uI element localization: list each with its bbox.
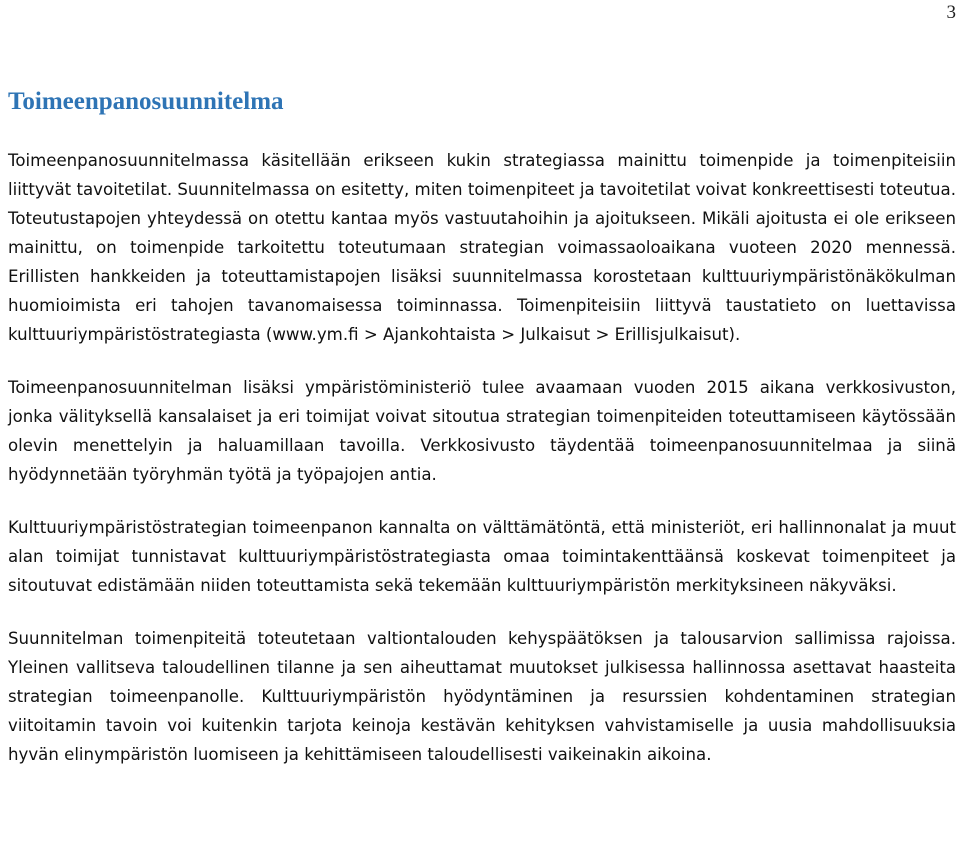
paragraph-4: Suunnitelman toimenpiteitä toteutetaan valtiontalouden kehyspäätöksen ja talousarvion sallimissa rajoissa. Yleinen vallitseva taloudellinen tilanne ja sen aiheuttamat muutokset julkisessa hallinnossa asettavat haasteita strategian toimeenpanolle. Kulttuuriympäristön hyödyntäminen ja resurssien kohdentaminen strategian viitoitamin tavoin voi kuitenkin tarjota keinoja kestävän kehityksen vahvistamiselle ja uusia mahdollisuuksia hyvän elinympäristön luomiseen ja kehittämiseen taloudellisesti vaikeinakin aikoina.: [8, 629, 956, 764]
page-number: 3: [946, 2, 956, 23]
paragraph-2: Toimeenpanosuunnitelman lisäksi ympäristöministeriö tulee avaamaan vuoden 2015 aikana verkkosivuston, jonka välityksellä kansalaiset ja eri toimijat voivat sitoutua strategian toimenpiteiden toteuttamiseen käytössään olevin menettelyin ja haluamillaan tavoilla. Verkkosivusto täydentää toimeenpanosuunnitelmaa ja siinä hyödynnetään työryhmän työtä ja työpajojen antia.: [8, 378, 956, 484]
page-title: Toimeenpanosuunnitelma: [8, 88, 284, 115]
paragraph-3: Kulttuuriympäristöstrategian toimeenpanon kannalta on välttämätöntä, että ministeriöt, eri hallinnonalat ja muut alan toimijat tunnistavat kulttuuriympäristöstrategiasta omaa toimintakenttäänsä koskevat toimenpiteet ja sitoutuvat edistämään niiden toteuttamista sekä tekemään kulttuuriympäristön merkityksineen näkyväksi.: [8, 518, 956, 595]
paragraph-1: Toimeenpanosuunnitelmassa käsitellään erikseen kukin strategiassa mainittu toimenpide ja toimenpiteisiin liittyvät tavoitetilat. Suunnitelmassa on esitetty, miten toimenpiteet ja tavoitetilat voivat konkreettisesti toteutua. Toteutustapojen yhteydessä on otettu kantaa myös vastuutahoihin ja ajoitukseen. Mikäli ajoitusta ei ole erikseen mainittu, on toimenpide tarkoitettu toteutumaan strategian voimassaoloaikana vuoteen 2020 mennessä. Erillisten hankkeiden ja toteuttamistapojen lisäksi suunnitelmassa korostetaan kulttuuriympäristönäkökulman huomioimista eri tahojen tavanomaisessa toiminnassa. Toimenpiteisiin liittyvä taustatieto on luettavissa kulttuuriympäristöstrategiasta (www.ym.fi > Ajankohtaista > Julkaisut > Erillisjulkaisut).: [8, 151, 956, 344]
document-body: [8, 146, 956, 769]
